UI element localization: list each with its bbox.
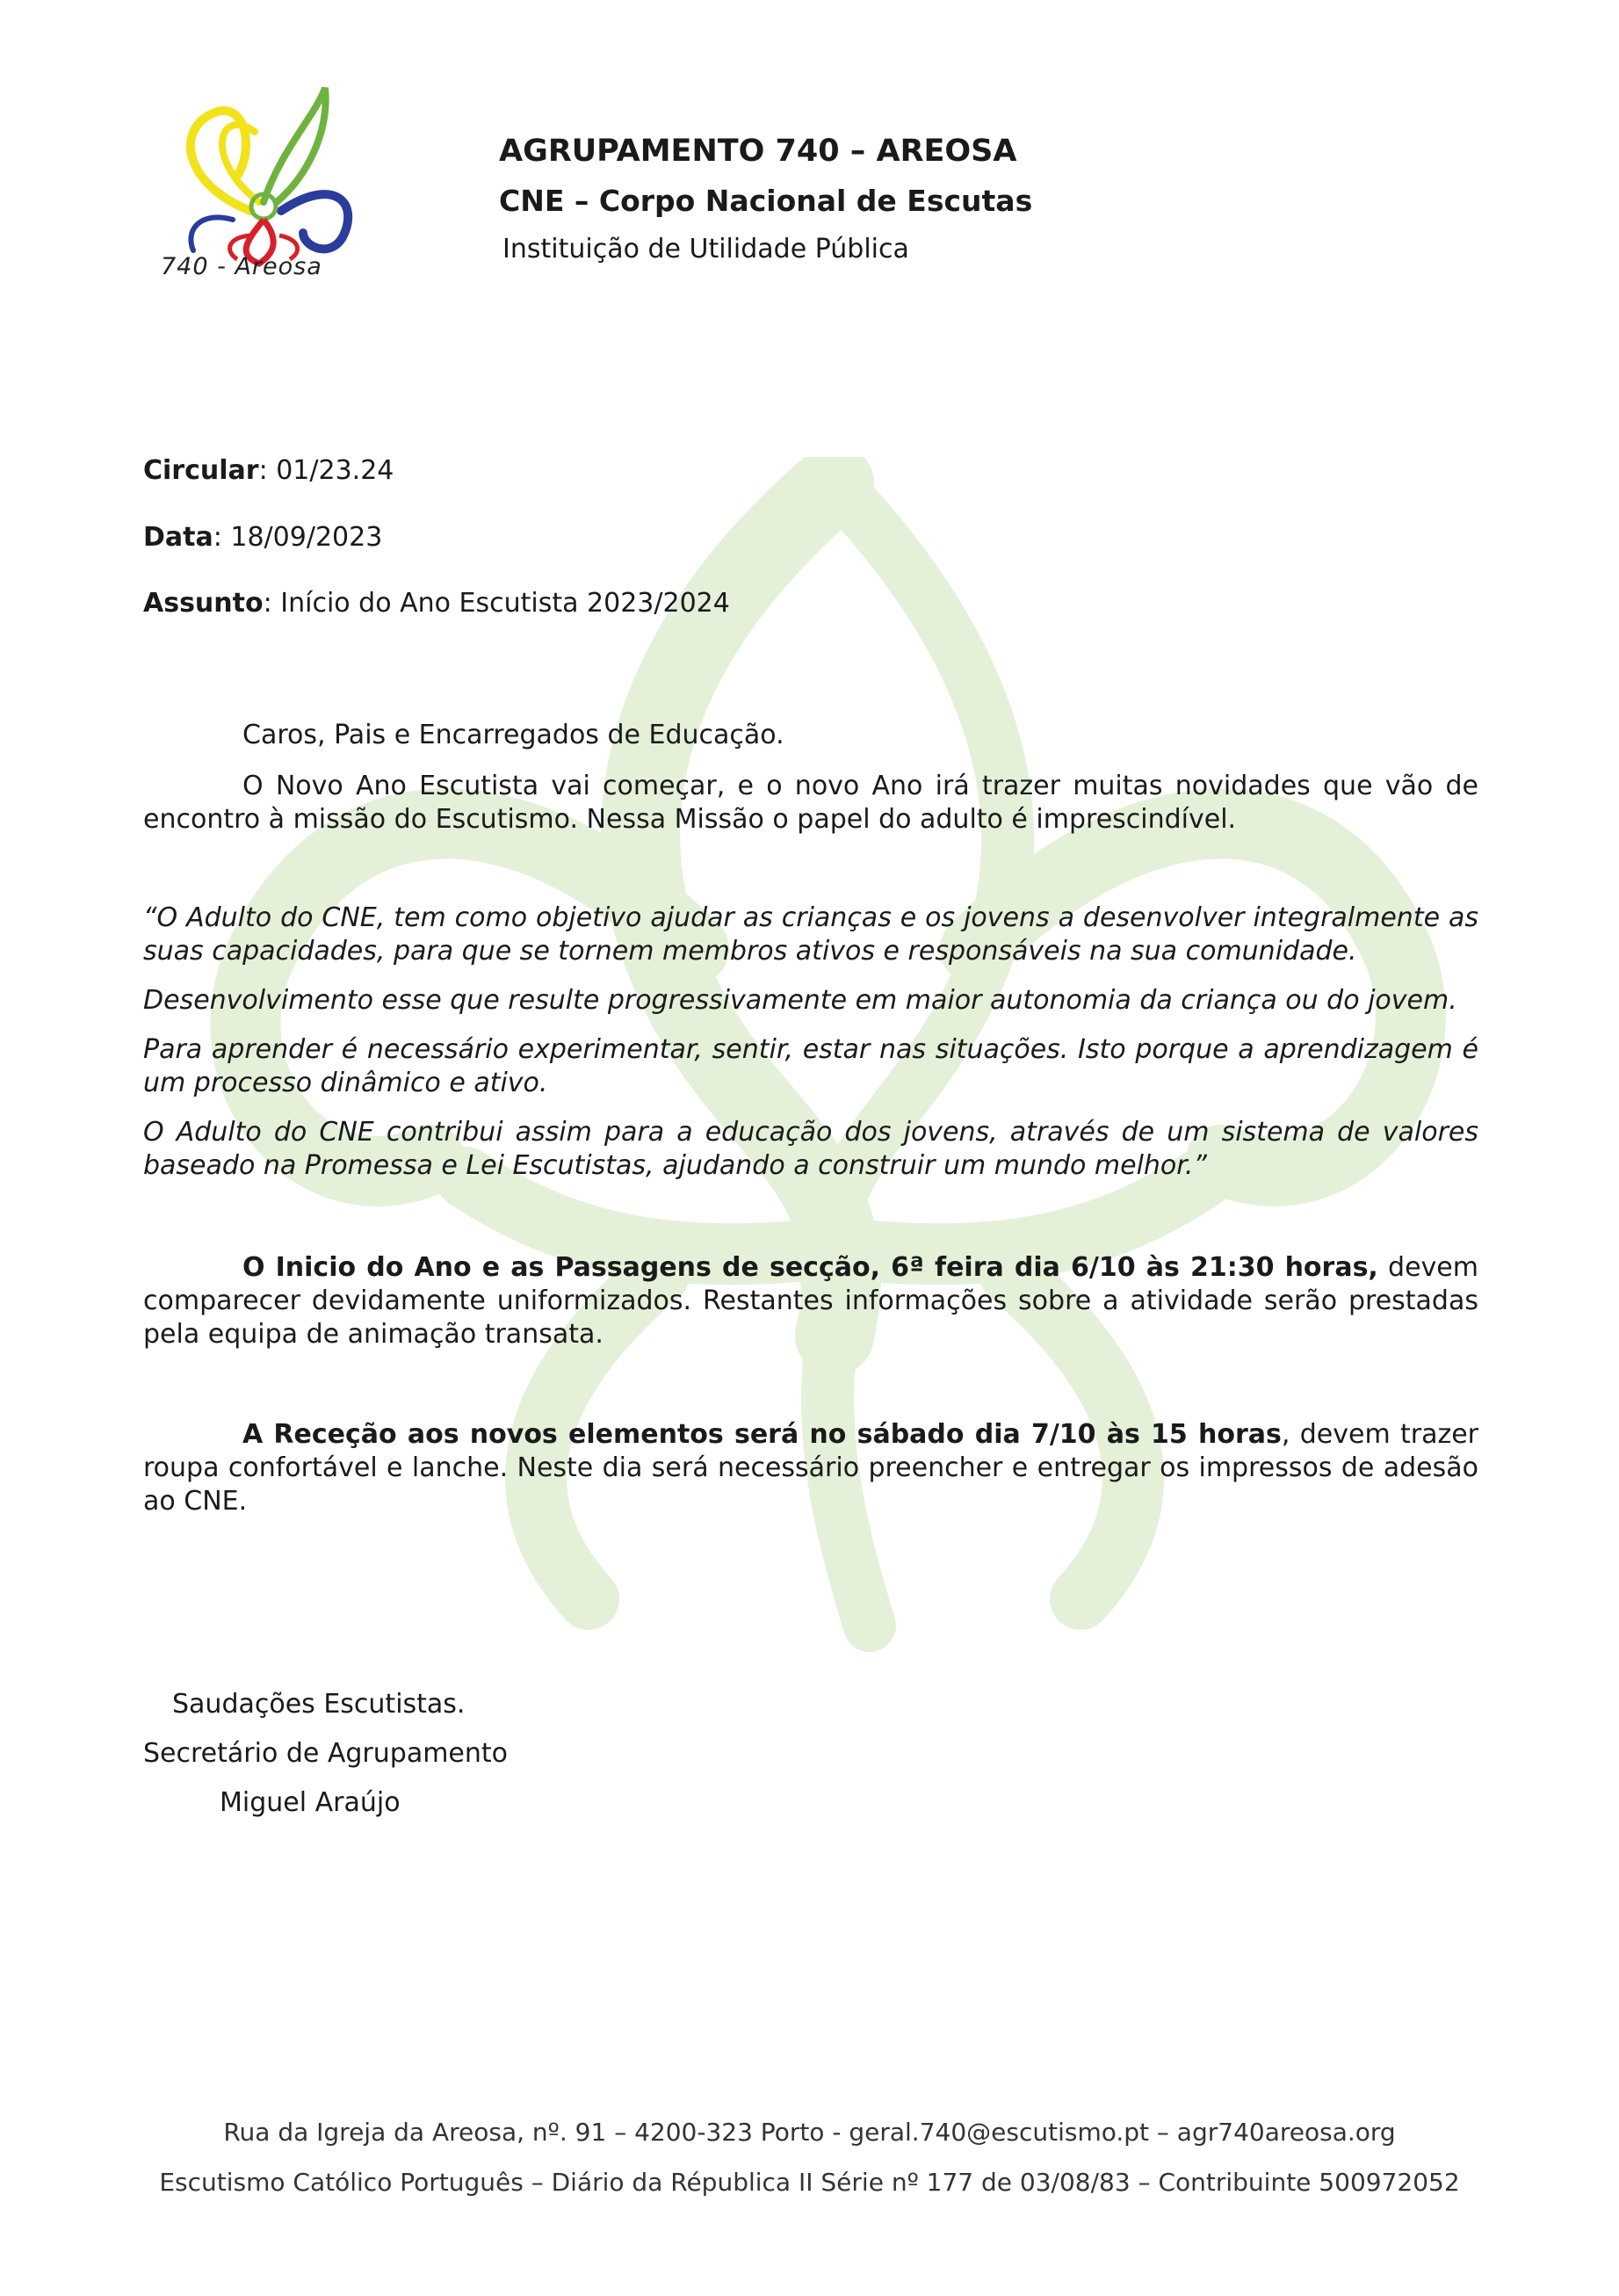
quote-paragraph-3: Para aprender é necessário experimentar, sentir, estar nas situações. Isto porque a aprendizagem é um processo dinâmico e ativo.: [143, 1034, 1478, 1098]
quote-paragraph-2: Desenvolvimento esse que resulte progressivamente em maior autonomia da criança ou do jovem.: [143, 985, 1457, 1016]
logo-caption: 740 - Areosa: [161, 253, 322, 280]
signature-role: Secretário de Agrupamento: [143, 1738, 509, 1769]
subject-line: [143, 586, 730, 621]
date-label: Data: [143, 522, 213, 553]
circular-label: Circular: [143, 455, 259, 486]
quote-paragraph-4: O Adulto do CNE contribui assim para a educação dos jovens, através de um sistema de valores baseado na Promessa e Lei Escutistas, ajudando a construir um mundo melhor.”: [143, 1117, 1478, 1181]
event-2-paragraph: [143, 1418, 1478, 1518]
footer-registration: Escutismo Católico Português – Diário da Républica II Série nº 177 de 03/08/83 – Contribuinte 500972052: [159, 2168, 1460, 2197]
greeting: Caros, Pais e Encarregados de Educação.: [242, 720, 784, 750]
organization-header: [499, 130, 1032, 267]
circular-line: [143, 453, 394, 489]
event-1-paragraph: [143, 1251, 1478, 1351]
letter-body: [143, 719, 1478, 837]
intro-paragraph: O Novo Ano Escutista vai começar, e o novo Ano irá trazer muitas novidades que vão de encontro à missão do Escutismo. Nessa Missão o papel do adulto é imprescindível.: [143, 771, 1478, 835]
footer-address: Rua da Igreja da Areosa, nº. 91 – 4200-323 Porto - geral.740@escutismo.pt – agr740areosa.org: [223, 2118, 1396, 2147]
institution-status: Instituição de Utilidade Pública: [502, 234, 909, 264]
quote-block: [143, 902, 1478, 1183]
date-line: [143, 520, 382, 555]
subject-label: Assunto: [143, 588, 264, 619]
quote-paragraph-1: “O Adulto do CNE, tem como objetivo ajudar as crianças e os jovens a desenvolver integralmente as suas capacidades, para que se tornem membros ativos e responsáveis na sua comunidade.: [143, 902, 1478, 967]
subject-value: : Início do Ano Escutista 2023/2024: [263, 588, 730, 619]
organization-title: AGRUPAMENTO 740 – AREOSA: [499, 134, 1017, 169]
event-2-highlight: A Receção aos novos elementos será no sábado dia 7/10 às 15 horas: [242, 1419, 1282, 1450]
signature-name: Miguel Araújo: [220, 1787, 401, 1818]
event-1-details: devem comparecer devidamente uniformizados. Restantes informações sobre a atividade serão prestadas pela equipa de animação transata.: [143, 1252, 1478, 1350]
event-2-details: , devem trazer roupa confortável e lanche. Neste dia será necessário preencher e entregar os impressos de adesão ao CNE.: [143, 1419, 1478, 1517]
salutation: Saudações Escutistas.: [172, 1689, 466, 1720]
organization-subtitle: CNE – Corpo Nacional de Escutas: [499, 184, 1033, 218]
event-1-highlight: O Inicio do Ano e as Passagens de secção, 6ª feira dia 6/10 às 21:30 horas,: [242, 1252, 1378, 1283]
circular-value: : 01/23.24: [258, 455, 394, 486]
date-value: : 18/09/2023: [213, 522, 383, 553]
